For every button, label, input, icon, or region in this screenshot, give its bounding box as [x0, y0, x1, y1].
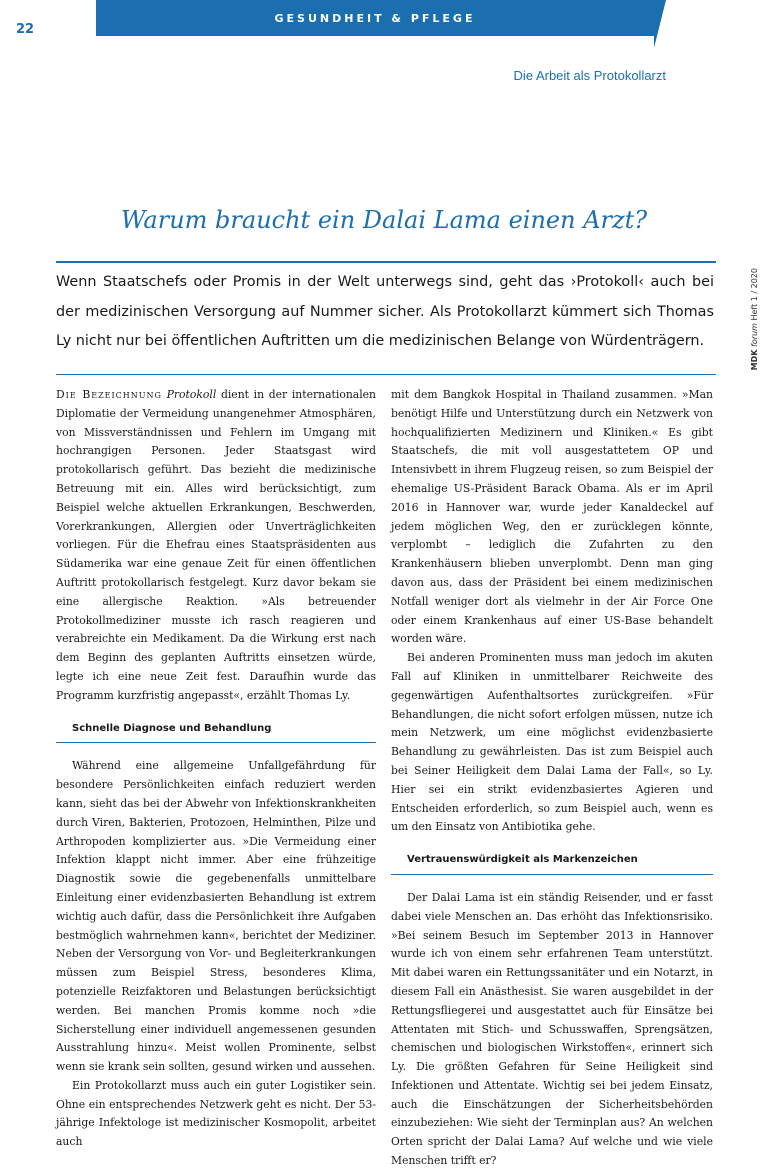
subheading-divider [391, 874, 713, 875]
italic-term: Protokoll [166, 388, 217, 401]
magazine-brand: MDK [750, 349, 759, 371]
article-headline: Warum braucht ein Dalai Lama einen Arzt? [120, 206, 648, 234]
body-paragraph: Während eine allgemeine Unfallgefährdung für besondere Persönlichkeiten einfach reduziert werden kann, sieht das bei der Abwehr von Infektionskrankheiten durch Viren, Bakterien, Protozoen, Helminthen, Pilze und Arthropoden komplizierter aus. »Die Vermeidung einer Infektion klappt nicht immer. Aber eine frühzeitige Diagnostik sowie die gegebenenfalls unmittelbare Einleitung einer evidenzbasierten Behandlung ist extrem wichtig auch dafür, dass die Persönlichkeit ihre Aufgaben bestmöglich wahrnehmen kann«, berichtet der Mediziner. Neben der Versorgung von Vor- und Begleiterkrankungen müssen zum Beispiel Stress, besonderes Klima, potenzielle Reizfaktoren und Belastungen berücksichtigt werden. Bei manchen Promis komme noch »die Sicherstellung einer individuell angemessenen gesunden Ausstrahlung hinzu«. Meist wollen Prominente, selbst wenn sie krank sein sollten, gesund wirken und aussehen. [56, 759, 376, 1074]
lead-divider-top [56, 261, 716, 263]
section-title: GESUNDHEIT & PFLEGE [274, 12, 476, 25]
lead-divider-bottom [56, 374, 716, 375]
body-paragraph: Der Dalai Lama ist ein ständig Reisender, und er fasst dabei viele Menschen an. Das erhöht das Infektionsrisiko. »Bei seinem Besuch im September 2013 in Hannover wurde ich von einem sehr erfahrenen Team unterstützt. Mit dabei waren ein Rettungssanitäter und ein Notarzt, in diesem Fall ein Anästhesist. Sie waren ausgebildet in der Rettungsfliegerei und ausgestattet auch für Einsätze bei Attentaten mit Stich- und Schusswaffen, Sprengsätzen, chemischen und biologischen Wirkstoffen«, erinnert sich Ly. Die größten Gefahren für Seine Heiligkeit sind Infektionen und Attentate. Wichtig sei bei jedem Einsatz, auch die Einschätzungen der Sicherheitsbehörden einzubeziehen: Wie sieht der Terminplan aus? An welchen Orten spricht der Dalai Lama? Auf welche und wie viele Menschen trifft er? [391, 890, 713, 1168]
body-paragraph: mit dem Bangkok Hospital in Thailand zusammen. »Man benötigt Hilfe und Unterstützung durch ein Netzwerk von hochqualifizierten Medizinern und Kliniken.« Es gibt Staatschefs, die mit voll ausgestattetem OP und Intensivbett in ihrem Flugzeug reisen, so zum Beispiel der ehemalige US-Präsident Barack Obama. Als er im April 2016 in Hannover war, wurde jeder Kanaldeckel auf jedem möglichen Weg, den er zurücklegen könnte, verplombt – lediglich die Zufahrten zu den Krankenhäusern blieben unverplombt. Denn man ging davon aus, dass der Präsident bei einem medizinischen Notfall weniger dort als vielmehr in der Air Force One oder einem Krankenhaus auf einer US-Base behandelt worden wäre. [391, 388, 713, 646]
section-subheading: Schnelle Diagnose und Behandlung [72, 722, 272, 734]
body-paragraph: Bei anderen Prominenten muss man jedoch im akuten Fall auf Kliniken in unmittelbarer Reichweite des gegenwärtigen Aufenthaltsortes zurückgreifen. »Für Behandlungen, die nicht sofort erfolgen müssen, nutze ich mein Netzwerk, um eine möglichst evidenzbasierte Behandlung zu gewährleisten. Das ist zum Beispiel auch bei Seiner Heiligkeit dem Dalai Lama der Fall«, so Ly. Hier sei ein strikt evidenzbasiertes Agieren und Entscheiden erforderlich, so zum Beispiel auch, wenn es um den Einsatz von Antibiotika gehe. [391, 651, 713, 834]
magazine-brand-italic: forum [750, 323, 759, 347]
body-column-right [391, 386, 713, 1171]
subheading-divider [56, 742, 376, 743]
article-kicker: Die Arbeit als Protokollarzt [513, 68, 666, 83]
issue-label [750, 268, 759, 370]
body-paragraph [56, 386, 376, 706]
page-number: 22 [16, 22, 35, 37]
section-header-fold [654, 0, 666, 48]
body-paragraph: Ein Protokollarzt muss auch ein guter Logistiker sein. Ohne ein entsprechendes Netzwerk geht es nicht. Der 53-jährige Infektologe ist medizinischer Kosmopolit, arbeitet auch [56, 1078, 376, 1149]
article-lead: Wenn Staatschefs oder Promis in der Welt unterwegs sind, geht das ›Protokoll‹ auch bei der medizinischen Versorgung auf Nummer sicher. Als Protokollarzt kümmert sich Thomas Ly nicht nur bei öffentlichen Auftritten um die medizinischen Belange von Würdenträgern. [56, 274, 714, 349]
issue-number: Heft 1 / 2020 [750, 268, 759, 324]
paragraph-text: dient in der internationalen Diplomatie der Vermeidung unangenehmer Atmosphären, von Missverständnissen und Fehlern im Umgang mit hochrangigen Personen. Jeder Staatsgast wird protokollarisch geführt. Das bezieht die medizinische Betreuung mit ein. Alles wird berücksichtigt, zum Beispiel welche aktuellen Erkrankungen, Beschwerden, Vorerkrankungen, Allergien oder Unverträglichkeiten vorliegen. Für die Ehefrau eines Staatspräsidenten aus Südamerika war eine genaue Zeit für einen öffentlichen Auftritt protokollarisch festgelegt. Kurz davor bekam sie eine allergische Reaktion. »Als betreuender Protokollmediziner musste ich rasch reagieren und verabreichte ein Medikament. Da die Wirkung erst nach dem Beginn des geplanten Auftritts einsetzen würde, legte ich eine neue Zeit fest. Daraufhin wurde das Programm kurzfristig angepasst«, erzählt Thomas Ly. [56, 388, 377, 702]
section-subheading: Vertrauenswürdigkeit als Markenzeichen [407, 854, 638, 866]
drop-smallcaps: Die Bezeichnung [56, 388, 162, 401]
body-column-left [56, 386, 376, 1152]
